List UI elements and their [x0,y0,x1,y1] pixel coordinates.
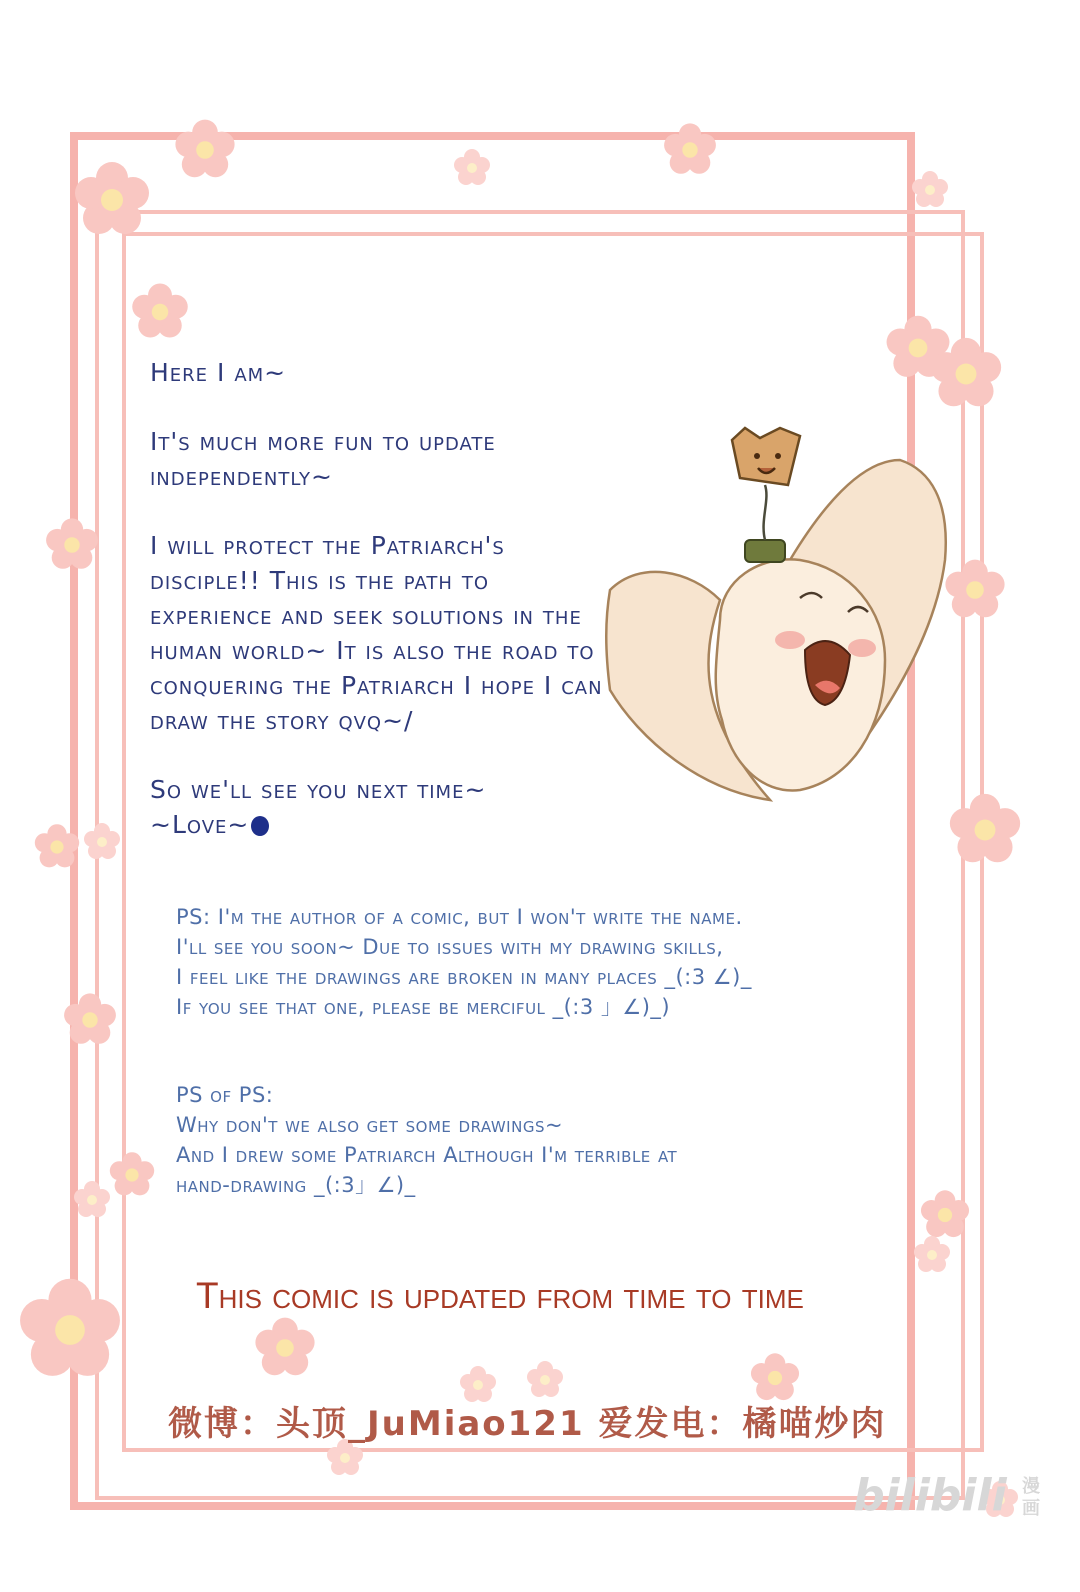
signoff-line [150,807,620,842]
ps2-block [176,1080,896,1200]
ps-block [176,902,896,1022]
ps2-line: Why don't we also get some drawings~ [176,1113,564,1137]
watermark-logo: bilibili [853,1470,1007,1521]
paragraph-patriarch: I will protect the Patriarch's disciple!! This is the path to experience and seek solutions in the human world~ It is also the road to conquering the Patriarch I hope I can draw the story qvq~/ [150,531,603,735]
letter-body [150,355,620,842]
signoff-text: ~Love~ [150,810,250,839]
ps-line: If you see that one, please be merciful _(:3 」∠)_) [176,995,671,1019]
ps-line: PS: I'm the author of a comic, but I won't write the name. [176,905,743,929]
heart-icon [251,816,269,836]
closing-line: So we'll see you next time~ [150,775,487,804]
ps2-line: hand-drawing _(:3」∠)_ [176,1173,416,1197]
greeting-text: Here I am~ [150,358,287,387]
watermark-sub: 漫画 [1022,1476,1040,1519]
ps-line: I feel like the drawings are broken in many places _(:3 ∠)_ [176,965,752,989]
ps2-line: And I drew some Patriarch Although I'm terrible at [176,1143,678,1167]
update-notice: This comic is updated from time to time [196,1275,804,1316]
mascot-illustration [606,428,946,800]
author-footer: 微博：头顶_JuMiao121 爱发电：橘喵炒肉 [168,1404,887,1444]
bilibili-watermark [853,1470,1042,1521]
ps-line: I'll see you soon~ Due to issues with my drawing skills, [176,935,724,959]
paragraph-update: It's much more fun to update independently~ [150,427,496,491]
ps2-line: PS of PS: [176,1083,274,1107]
